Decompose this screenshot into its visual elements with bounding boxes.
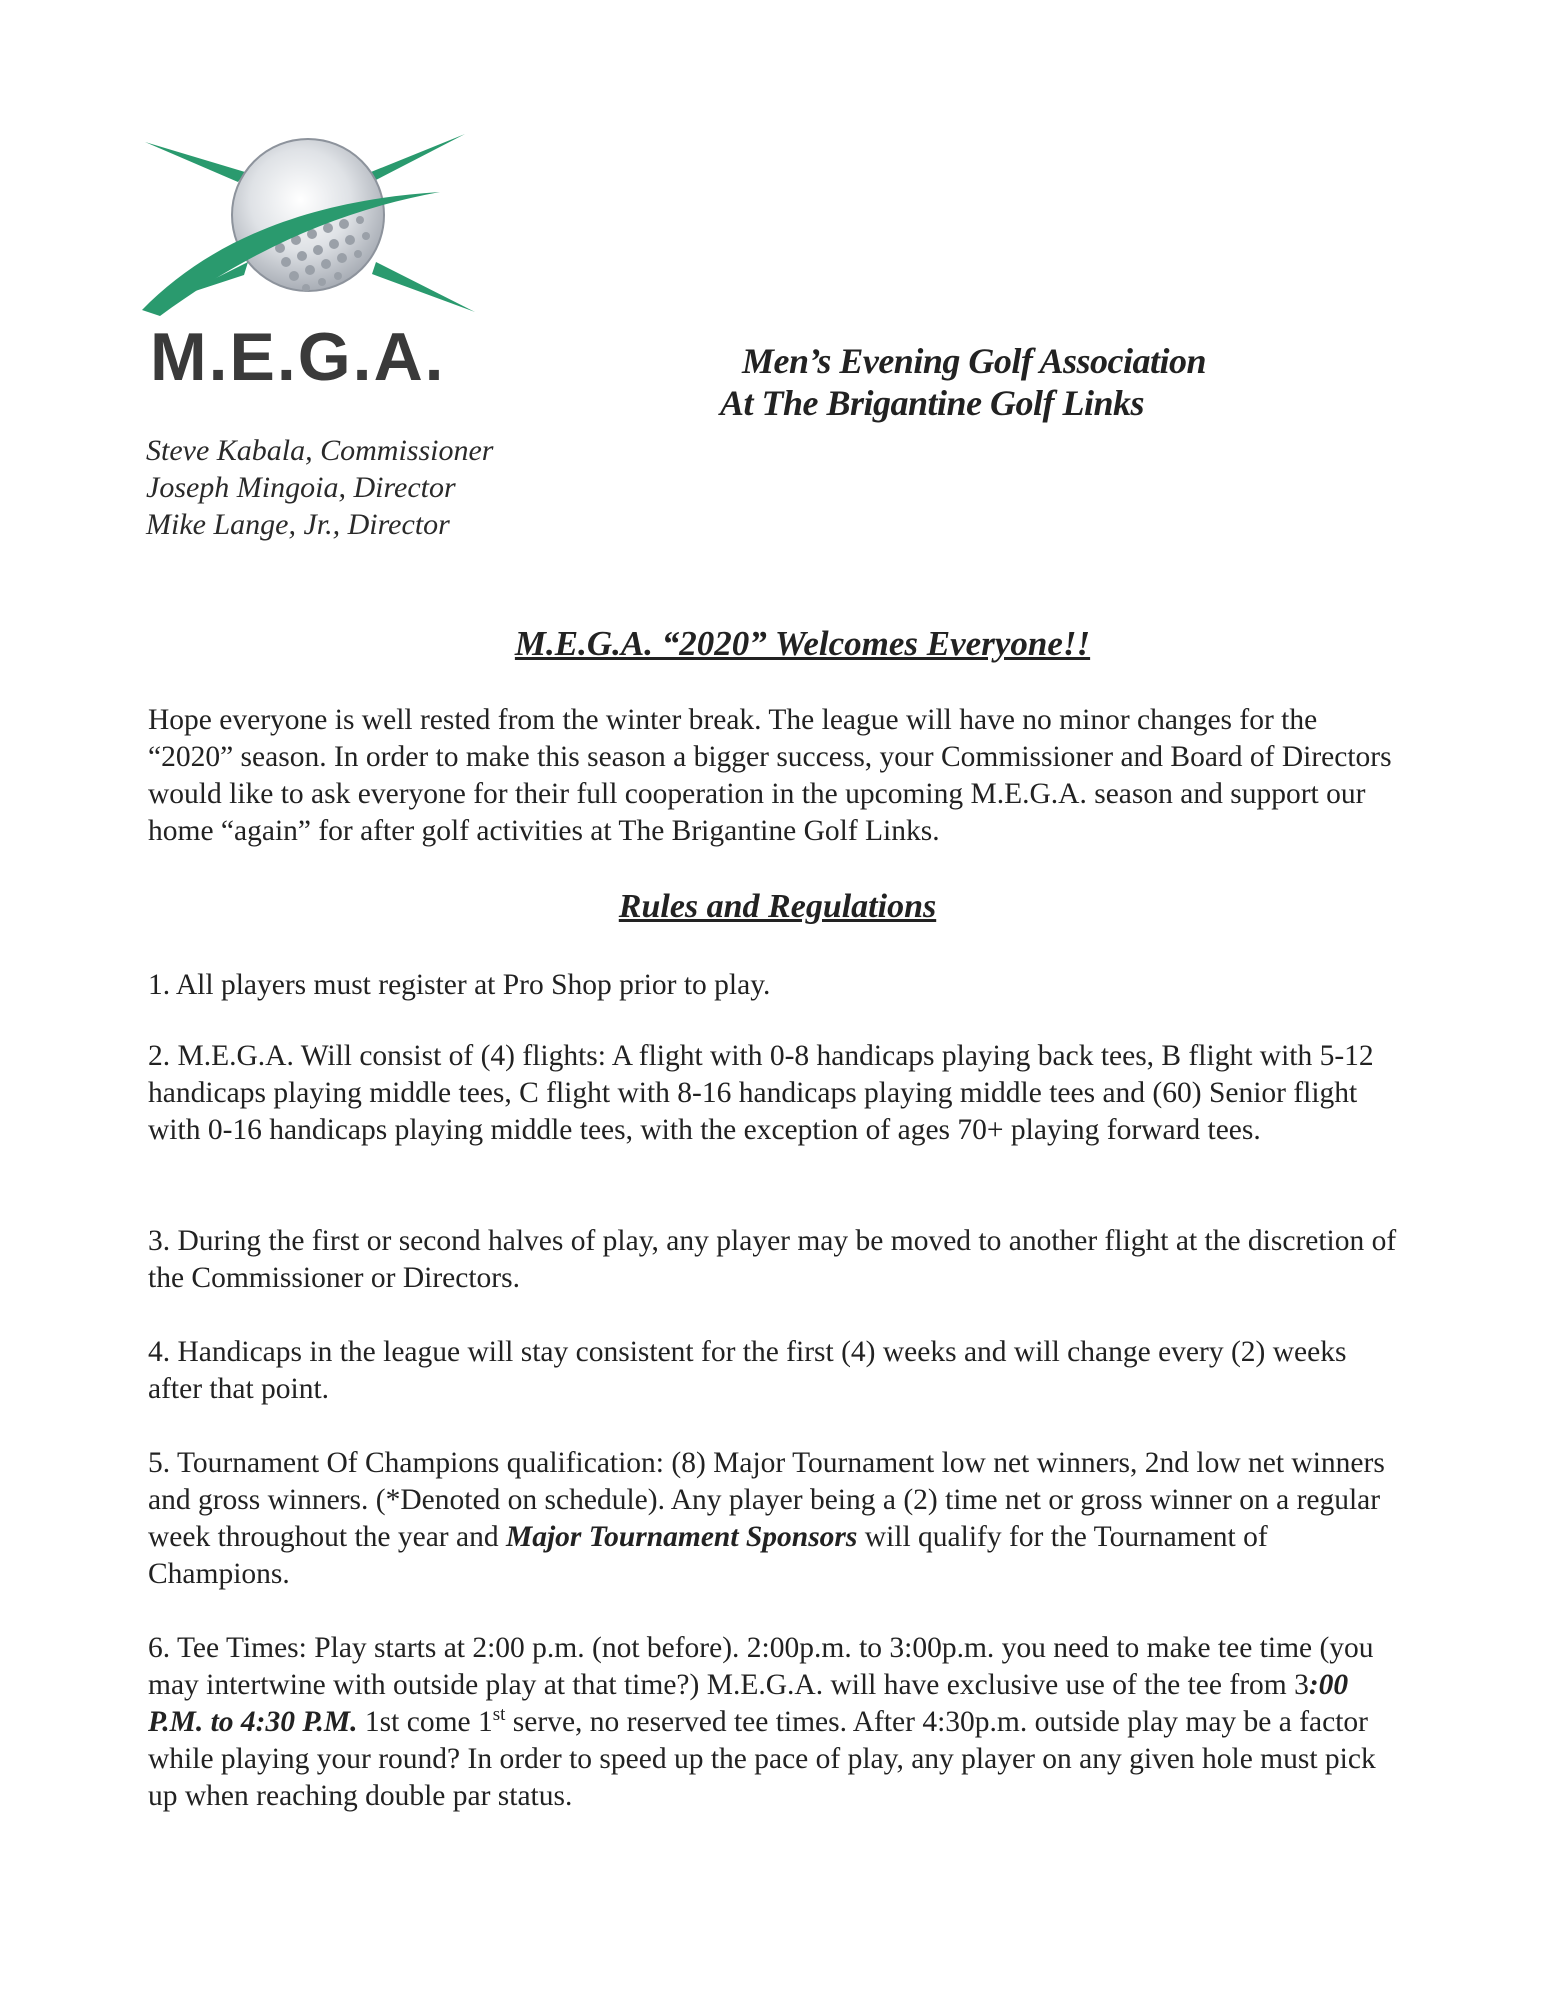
officer-commissioner: Steve Kabala, Commissioner [146,434,494,467]
officer-director-2: Mike Lange, Jr., Director [146,508,450,541]
rule-3: 3. During the first or second halves of play, any player may be moved to another flight at the discretion of the Commissioner or Directors. [148,1225,1397,1294]
rule-6 [148,1630,1398,1815]
rule-6-emphasis: :00 P.M. to 4:30 P.M. [148,1669,1349,1738]
rule-5 [148,1445,1398,1593]
welcome-heading: M.E.G.A. “2020” Welcomes Everyone!! [514,624,1091,663]
organization-name [720,340,1206,424]
mega-logo [140,130,480,330]
rule-5-text-c: will qualify for the Tournament of Champions. [148,1521,1268,1590]
org-name-line-1: Men’s Evening Golf Association [742,341,1207,381]
rule-6-text-d: serve, no reserved tee times. After 4:30p.m. outside play may be a factor while playing your round? In order to speed up the pace of play, any player on any given hole must pick up when reaching double par status. [148,1706,1376,1812]
welcome-paragraph: Hope everyone is well rested from the winter break. The league will have no minor changes for the “2020” season. In order to make this season a bigger success, your Commissioner and Board of Directors would like to ask everyone for their full cooperation in the upcoming M.E.G.A. season and support our home “again” for after golf activities at The Brigantine Golf Links. [148,704,1392,847]
rule-6-text-a: 6. Tee Times: Play starts at 2:00 p.m. (not before). 2:00p.m. to 3:00p.m. you need to make tee time (you may intertwine with outside play at that time?) M.E.G.A. will have exclusive use of the tee from 3 [148,1632,1374,1701]
rule-1: 1. All players must register at Pro Shop prior to play. [148,969,771,1001]
golf-ball-logo-icon [140,130,480,330]
rule-5-text-a: 5. Tournament Of Champions qualification: (8) Major Tournament low net winners, 2nd low net winners and gross winners. (*Denoted on schedule). Any player being a (2) time net or gross winner on a regular week throughout the year and [148,1447,1385,1553]
rule-5-emphasis: Major Tournament Sponsors [505,1521,858,1553]
logo-text: M.E.G.A. [150,319,446,395]
org-name-line-2: At The Brigantine Golf Links [720,383,1145,423]
rules-heading: Rules and Regulations [618,888,937,925]
rule-6-superscript: st [492,1704,506,1726]
rule-6-text-c: 1st come 1 [357,1706,493,1738]
rule-2: 2. M.E.G.A. Will consist of (4) flights: A flight with 0-8 handicaps playing back tees, B flight with 5-12 handicaps playing middle tees, C flight with 8-16 handicaps playing middle tees and (60) Senior flight with 0-16 handicaps playing middle tees, with the exception of ages 70+ playing forward tees. [148,1040,1374,1146]
rule-4: 4. Handicaps in the league will stay consistent for the first (4) weeks and will change every (2) weeks after that point. [148,1336,1347,1405]
officer-director-1: Joseph Mingoia, Director [146,471,456,504]
officers-list [146,432,493,543]
